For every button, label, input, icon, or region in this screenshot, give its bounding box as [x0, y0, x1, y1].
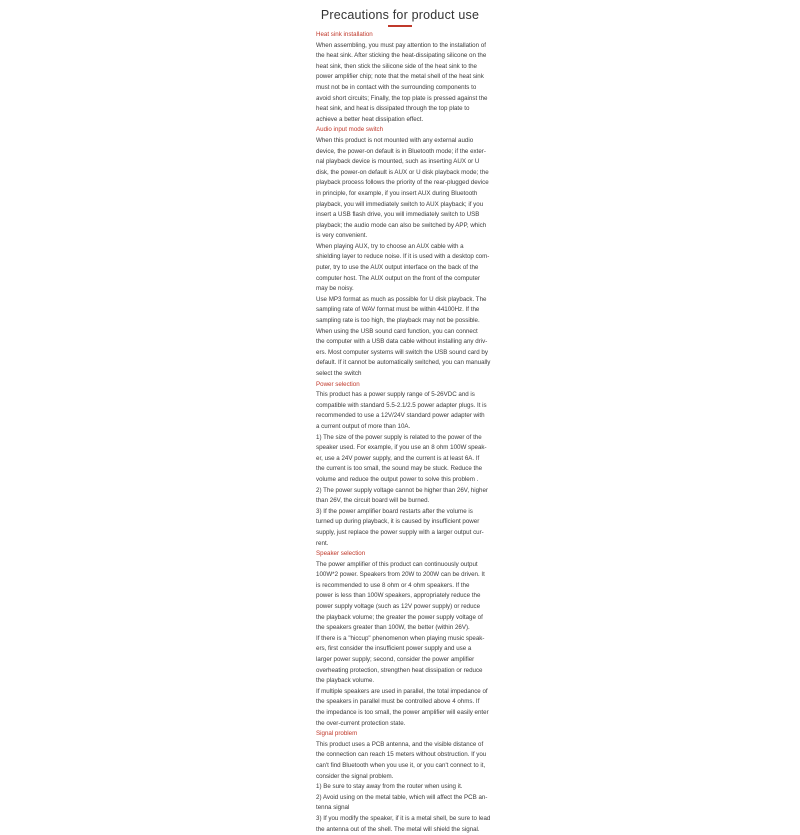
paragraph-line: the speakers in parallel must be controlled above 4 ohms. If — [316, 698, 480, 706]
section-heading: Heat sink installation — [316, 31, 373, 38]
paragraph-line: 3) If you modify the speaker, if it is a metal shell, be sure to lead — [316, 814, 491, 822]
paragraph-line: playback process follows the priority of the rear-plugged device — [316, 179, 489, 187]
section-heading: Power selection — [316, 380, 360, 388]
paragraph-line: When playing AUX, try to choose an AUX cable with a — [316, 242, 464, 250]
section — [316, 30, 494, 125]
paragraph-line: the current is too small, the sound may be stuck. Reduce the — [316, 465, 483, 473]
paragraph-line: 2) Avoid using on the metal table, which will affect the PCB an- — [316, 793, 488, 801]
section-heading: Signal problem — [316, 730, 358, 738]
section-heading: Audio input mode switch — [316, 126, 384, 134]
paragraph-line: computer host. The AUX output on the front of the computer — [316, 274, 480, 282]
paragraph-line: larger power supply; second, consider the power amplifier — [316, 656, 475, 664]
paragraph-line: playback; the audio mode can also be switched by APP, which — [316, 221, 487, 229]
paragraph-line: the speakers greater than 100W, the better (within 26V). — [316, 624, 470, 632]
paragraph-line: er, use a 24V power supply, and the current is at least 6A. If — [316, 454, 480, 462]
paragraph-line: 1) The size of the power supply is related to the power of the — [316, 433, 482, 441]
paragraph-line: the over-current protection state. — [316, 719, 406, 727]
paragraph-line: When assembling, you must pay attention to the installation of — [316, 41, 486, 49]
section — [316, 549, 494, 729]
paragraph-line: power is less than 100W speakers, appropriately reduce the — [316, 592, 481, 600]
paragraph-line: the computer with a USB data cable without installing any driv- — [316, 338, 488, 346]
paragraph-line: the impedance is too small, the power amplifier will easily enter — [316, 709, 489, 716]
paragraph-line: speaker used. For example, if you use an 8 ohm 100W speak- — [316, 444, 487, 452]
paragraph-line: Use MP3 format as much as possible for U disk playback. The — [316, 295, 487, 303]
paragraph-line: 100W*2 power. Speakers from 20W to 200W can be driven. It — [316, 571, 485, 579]
paragraph-line: in principle, for example, if you insert AUX during Bluetooth — [316, 189, 478, 197]
paragraph-line: 2) The power supply voltage cannot be higher than 26V, higher — [316, 486, 488, 494]
paragraph-line: volume and reduce the output power to solve this problem . — [316, 475, 479, 483]
paragraph-line: turned up during playback, it is caused by insufficient power — [316, 518, 480, 526]
paragraph-line: the playback volume; the greater the power supply voltage of — [316, 613, 483, 621]
paragraph-line: is recommended to use 8 ohm or 4 ohm speakers. If the — [316, 581, 470, 589]
paragraph-line: The power amplifier of this product can continuously output — [316, 560, 478, 568]
paragraph-line: If there is a "hiccup" phenomenon when playing music speak- — [316, 634, 485, 642]
paragraph-line: This product has a power supply range of 5-26VDC and is — [316, 391, 475, 399]
page-title: Precautions for product use — [320, 8, 480, 22]
paragraph-line: the heat sink. After sticking the heat-dissipating silicone on the — [316, 52, 487, 60]
paragraph-line: overheating protection, strengthen heat dissipation or reduce — [316, 666, 483, 674]
paragraph-line: the antenna out of the shell. The metal will shield the signal. — [316, 825, 480, 833]
paragraph-line: than 26V, the circuit board will be burned. — [316, 497, 430, 505]
paragraph-line: This product uses a PCB antenna, and the visible distance of — [316, 740, 484, 748]
paragraph-line: When using the USB sound card function, you can connect — [316, 327, 478, 335]
section — [316, 125, 494, 379]
paragraph-line: a current output of more than 10A. — [316, 422, 411, 430]
paragraph-line: 1) Be sure to stay away from the router when using it. — [316, 783, 463, 791]
paragraph-line: 3) If the power amplifier board restarts after the volume is — [316, 507, 473, 515]
paragraph-line: must not be in contact with the surrounding components to — [316, 83, 477, 91]
paragraph-line: playback, you will immediately switch to AUX playback; if you — [316, 200, 484, 208]
paragraph-line: nal playback device is mounted, such as inserting AUX or U — [316, 158, 480, 166]
paragraph-line: shielding layer to reduce noise. If it is used with a desktop com- — [316, 253, 490, 261]
paragraph-line: avoid short circuits; Finally, the top plate is pressed against the — [316, 94, 488, 102]
paragraph-line: sampling rate of WAV format must be within 44100Hz. If the — [316, 306, 480, 314]
section — [316, 729, 494, 835]
paragraph-line: recommended to use a 12V/24V standard power adapter with — [316, 412, 485, 420]
paragraph-line: ers, first consider the insufficient power supply and use a — [316, 645, 472, 653]
paragraph-line: device, the power-on default is in Bluetooth mode; if the exter- — [316, 147, 486, 155]
paragraph-line: heat sink, then stick the silicone side of the heat sink to the — [316, 62, 477, 70]
paragraph-line: may be noisy. — [316, 285, 354, 293]
title-underline — [388, 25, 412, 27]
paragraph-line: heat sink, and heat is dissipated through the top plate to — [316, 105, 470, 113]
paragraph-line: default. If it cannot be automatically switched, you can manually — [316, 359, 491, 367]
paragraph-line: achieve a better heat dissipation effect. — [316, 115, 424, 123]
paragraph-line: If multiple speakers are used in parallel, the total impedance of — [316, 687, 488, 695]
document-content — [316, 30, 494, 835]
paragraph-line: power supply voltage (such as 12V power supply) or reduce — [316, 603, 481, 611]
paragraph-line: When this product is not mounted with any external audio — [316, 136, 474, 144]
paragraph-line: disk, the power-on default is AUX or U disk playback mode; the — [316, 168, 489, 176]
paragraph-line: the connection can reach 15 meters without obstruction. If you — [316, 751, 487, 759]
paragraph-line: the playback volume. — [316, 677, 375, 685]
paragraph-line: puter, try to use the AUX output interface on the back of the — [316, 264, 479, 272]
paragraph-line: power amplifier chip; note that the metal shell of the heat sink — [316, 73, 484, 81]
paragraph-line: tenna signal — [316, 804, 350, 812]
paragraph-line: sampling rate is too high, the playback may not be possible. — [316, 317, 480, 325]
section — [316, 380, 494, 550]
paragraph-line: can't find Bluetooth when you use it, or you can't connect to it, — [316, 761, 486, 769]
paragraph-line: supply, just replace the power supply with a larger output cur- — [316, 528, 484, 536]
paragraph-line: ers. Most computer systems will switch the USB sound card by — [316, 348, 488, 356]
paragraph-line: select the switch — [316, 370, 362, 377]
paragraph-line: rent. — [316, 539, 329, 547]
paragraph-line: compatible with standard 5.5-2.1/2.5 power adapter plugs. It is — [316, 401, 487, 409]
paragraph-line: consider the signal problem. — [316, 772, 394, 780]
section-heading: Speaker selection — [316, 550, 366, 558]
paragraph-line: is very convenient. — [316, 232, 368, 240]
paragraph-line: insert a USB flash drive, you will immediately switch to USB — [316, 211, 480, 219]
